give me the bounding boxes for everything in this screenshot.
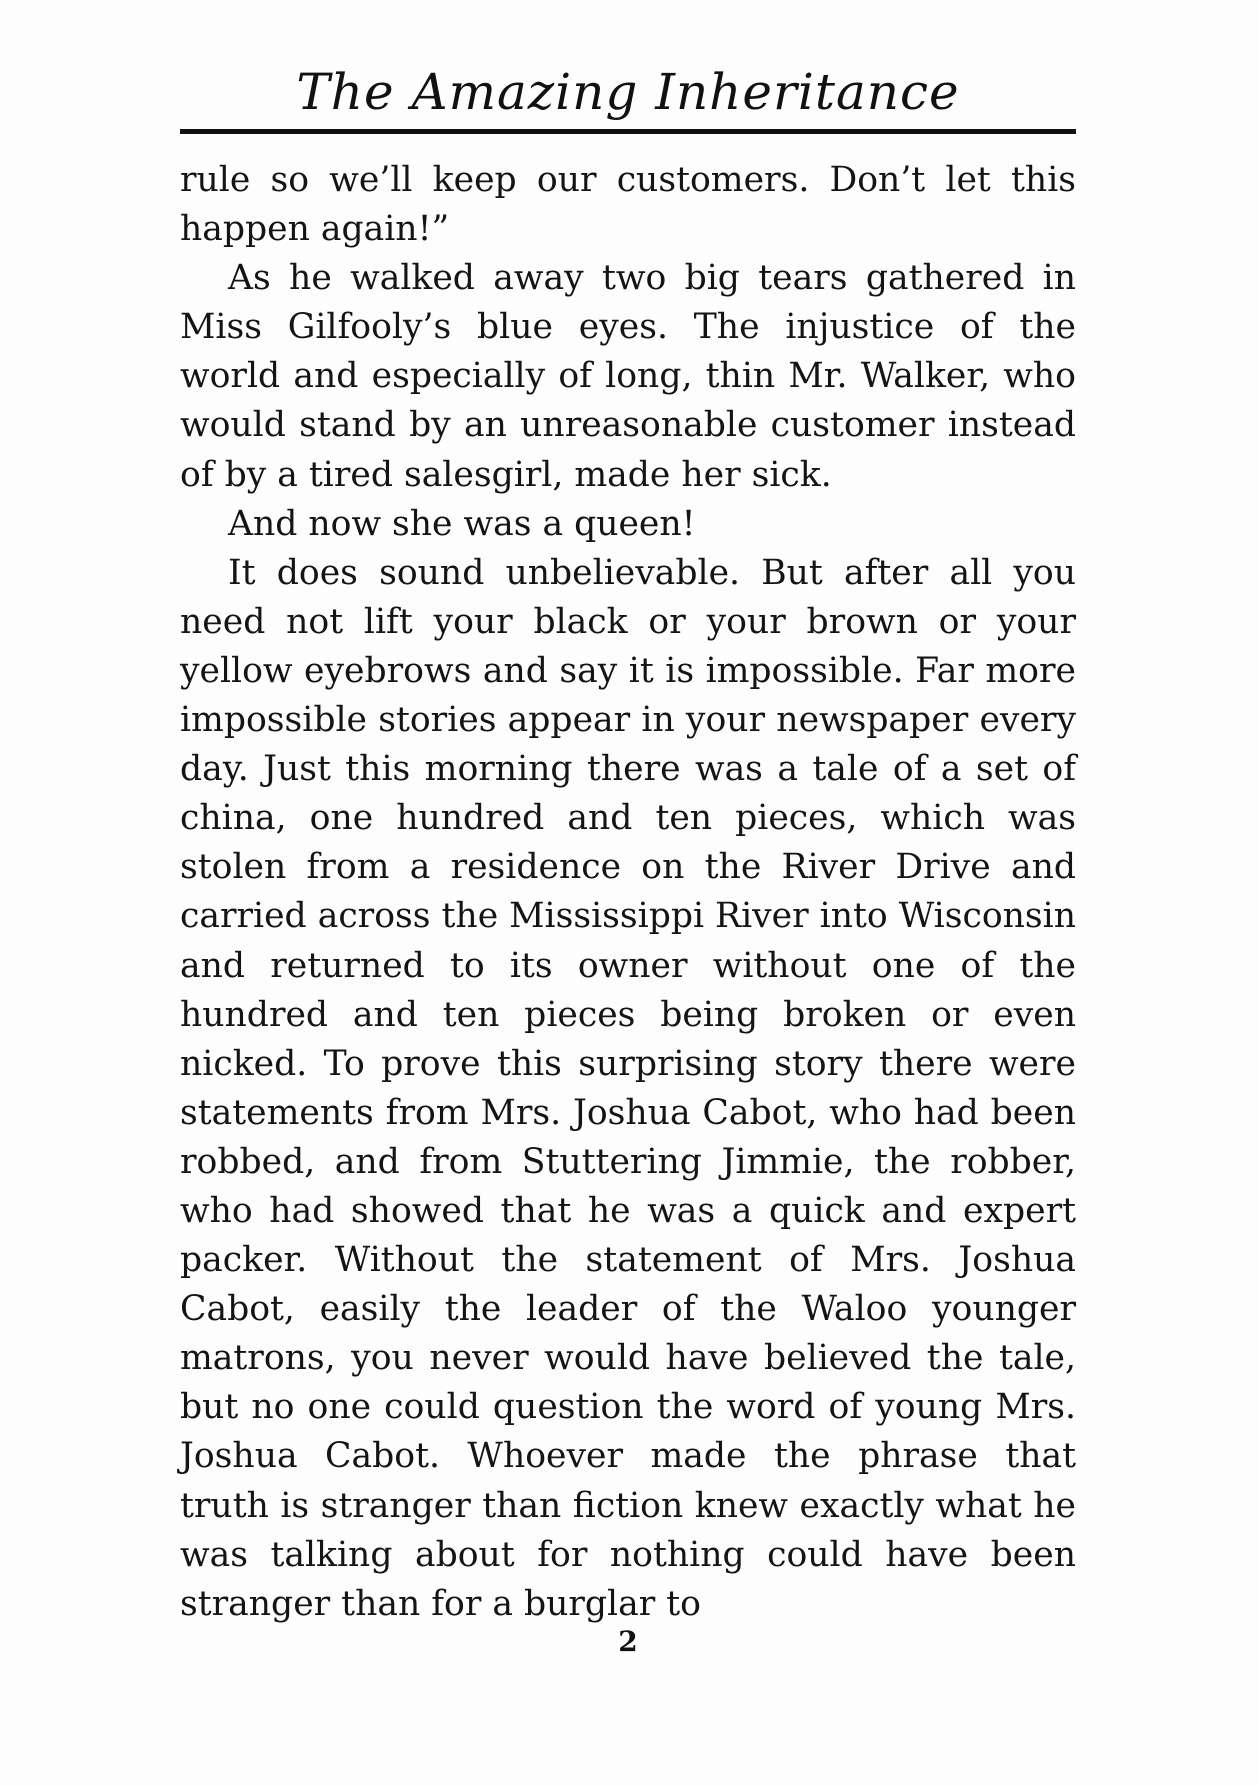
page-number: 2 bbox=[618, 1625, 638, 1658]
header-rule bbox=[180, 129, 1076, 134]
body-text bbox=[180, 156, 1076, 1629]
paragraph: As he walked away two big tears gathered in Miss Gilfooly’s blue eyes. The injustice of the world and especially of long, thin Mr. Walker, who would stand by an unreasonable customer instead of by a tired salesgirl, made her sick. bbox=[180, 258, 1076, 495]
paragraph: It does sound unbelievable. But after all you need not lift your black or your brown or your yellow eyebrows and say it is impossible. Far more impossible stories appear in your newspaper every day. Just this morning there was a tale of a set of china, one hundred and ten pieces, which was stolen from a residence on the River Drive and carried across the Mississippi River into Wisconsin and returned to its owner without one of the hundred and ten pieces being broken or even nicked. To prove this surprising story there were statements from Mrs. Joshua Cabot, who had been robbed, and from Stuttering Jimmie, the robber, who had showed that he was a quick and expert packer. Without the statement of Mrs. Joshua Cabot, easily the leader of the Waloo younger matrons, you never would have believed the tale, but no one could question the word of young Mrs. Joshua Cabot. Whoever made the phrase that truth is stranger than fiction knew exactly what he was talking about for nothing could have been stranger than for a burglar to bbox=[180, 552, 1076, 1624]
paragraph: And now she was a queen! bbox=[228, 503, 696, 544]
paragraph-continued: rule so we’ll keep our customers. Don’t let this happen again!” bbox=[180, 160, 1076, 250]
running-header-title: The Amazing Inheritance bbox=[296, 63, 960, 121]
